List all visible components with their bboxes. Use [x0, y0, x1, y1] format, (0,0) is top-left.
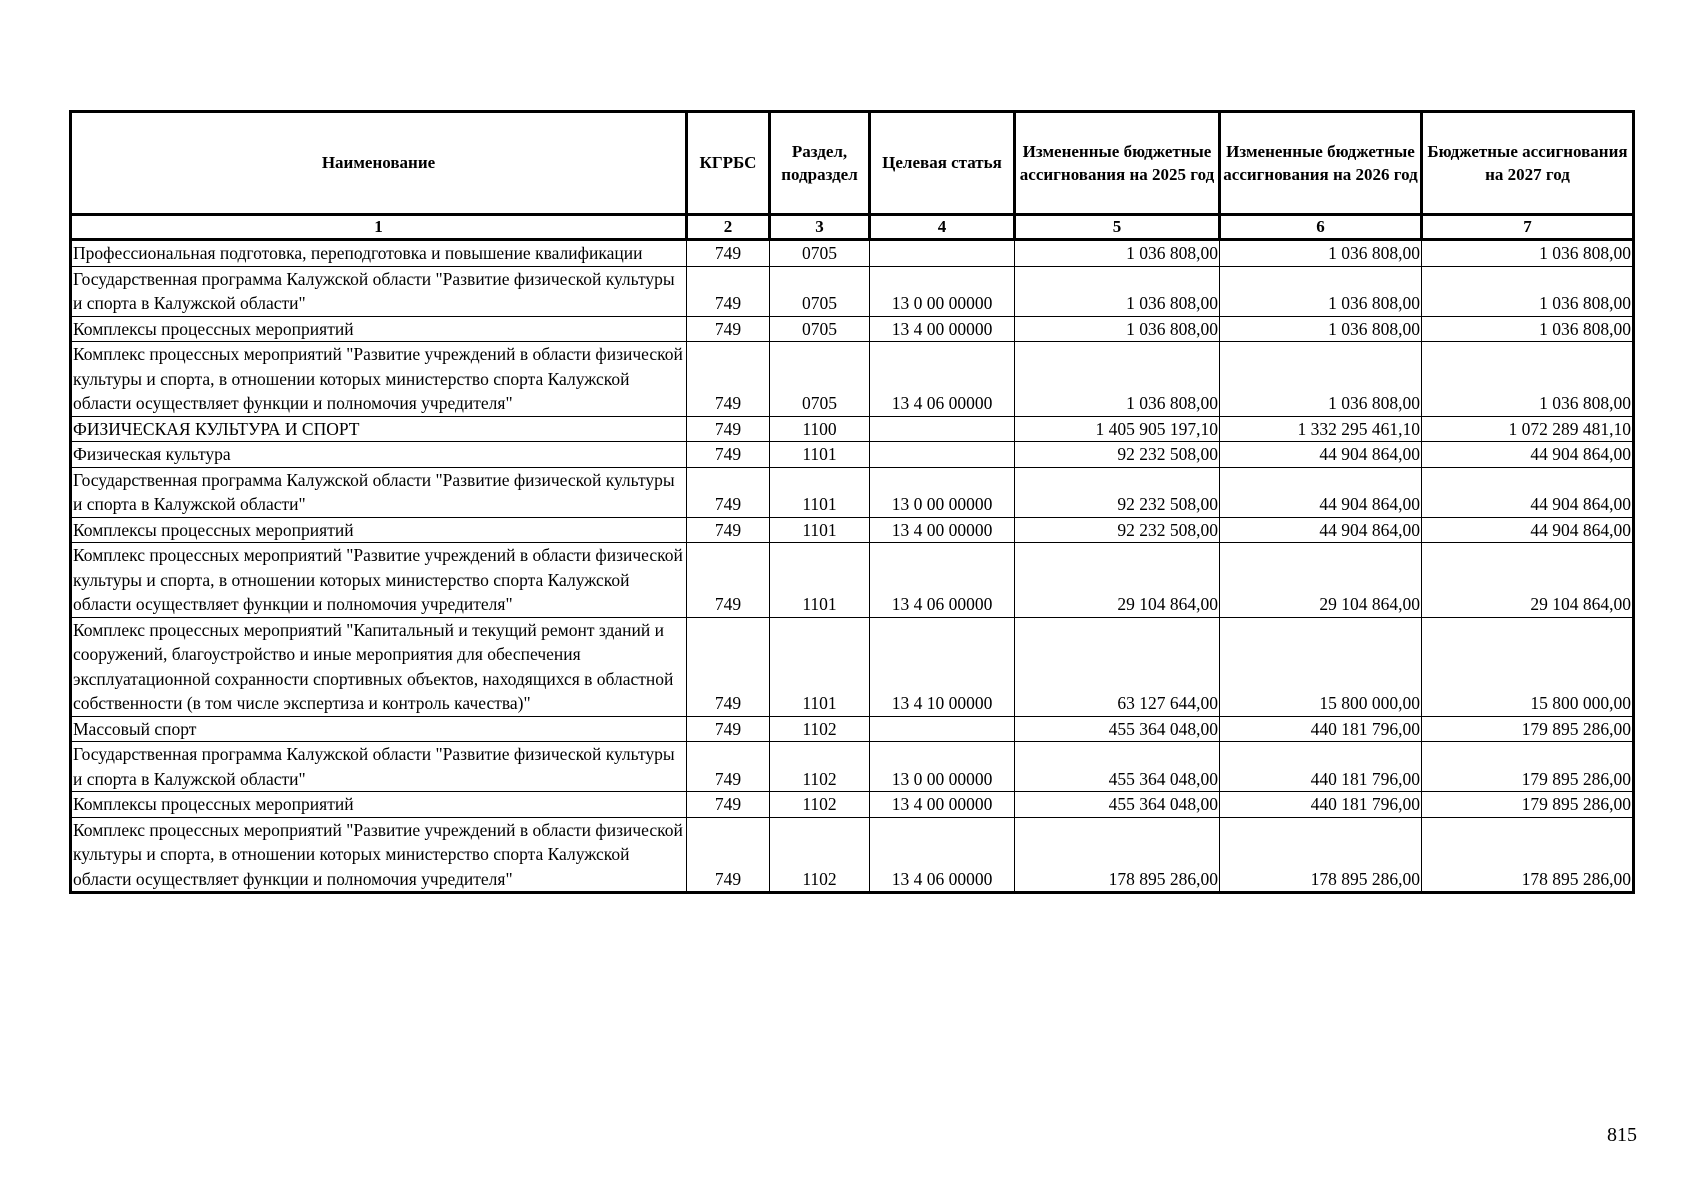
header-target-article: Целевая статья [870, 112, 1015, 215]
budget-table [69, 110, 1635, 894]
row-amount-2027: 1 072 289 481,10 [1422, 416, 1634, 442]
row-amount-2026: 15 800 000,00 [1220, 617, 1422, 716]
header-section: Раздел, подраздел [770, 112, 870, 215]
row-section: 0705 [770, 240, 870, 267]
row-kgrbs: 749 [687, 617, 770, 716]
row-amount-2027: 1 036 808,00 [1422, 316, 1634, 342]
row-section: 1101 [770, 442, 870, 468]
row-kgrbs: 749 [687, 543, 770, 618]
row-kgrbs: 749 [687, 342, 770, 417]
row-target-article [870, 716, 1015, 742]
row-amount-2027: 44 904 864,00 [1422, 442, 1634, 468]
column-number: 7 [1422, 215, 1634, 240]
row-target-article [870, 416, 1015, 442]
row-amount-2026: 1 332 295 461,10 [1220, 416, 1422, 442]
column-number: 2 [687, 215, 770, 240]
row-amount-2025: 1 036 808,00 [1015, 342, 1220, 417]
row-amount-2025: 1 036 808,00 [1015, 240, 1220, 267]
row-amount-2027: 179 895 286,00 [1422, 716, 1634, 742]
table-row [71, 240, 1634, 267]
row-target-article: 13 0 00 00000 [870, 266, 1015, 316]
row-section: 1101 [770, 467, 870, 517]
header-kgrbs: КГРБС [687, 112, 770, 215]
table-row [71, 543, 1634, 618]
row-target-article: 13 4 06 00000 [870, 543, 1015, 618]
row-section: 1101 [770, 617, 870, 716]
row-amount-2026: 178 895 286,00 [1220, 817, 1422, 893]
table-row [71, 742, 1634, 792]
table-row [71, 817, 1634, 893]
header-row [71, 112, 1634, 215]
header-assignments-2027: Бюджетные ассигнования на 2027 год [1422, 112, 1634, 215]
column-number-row [71, 215, 1634, 240]
row-amount-2025: 1 405 905 197,10 [1015, 416, 1220, 442]
row-name: Комплекс процессных мероприятий "Развитие учреждений в области физической культуры и спорта, в отношении которых министерство спорта Калужской области осуществляет функции и полномочия учредителя" [71, 342, 687, 417]
row-kgrbs: 749 [687, 467, 770, 517]
column-number: 3 [770, 215, 870, 240]
row-amount-2025: 63 127 644,00 [1015, 617, 1220, 716]
row-kgrbs: 749 [687, 716, 770, 742]
row-name: Государственная программа Калужской области "Развитие физической культуры и спорта в Калужской области" [71, 742, 687, 792]
row-amount-2025: 455 364 048,00 [1015, 792, 1220, 818]
row-target-article: 13 4 00 00000 [870, 517, 1015, 543]
row-amount-2027: 1 036 808,00 [1422, 240, 1634, 267]
row-name: Государственная программа Калужской области "Развитие физической культуры и спорта в Калужской области" [71, 266, 687, 316]
row-amount-2026: 1 036 808,00 [1220, 240, 1422, 267]
row-amount-2025: 92 232 508,00 [1015, 517, 1220, 543]
row-amount-2027: 44 904 864,00 [1422, 467, 1634, 517]
row-amount-2027: 179 895 286,00 [1422, 792, 1634, 818]
row-amount-2027: 179 895 286,00 [1422, 742, 1634, 792]
row-name: Комплекс процессных мероприятий "Капитальный и текущий ремонт зданий и сооружений, благоустройство и иные мероприятия для обеспечения эксплуатационной сохранности спортивных объектов, находящихся в областной собственности (в том числе экспертиза и контроль качества)" [71, 617, 687, 716]
row-name: Комплекс процессных мероприятий "Развитие учреждений в области физической культуры и спорта, в отношении которых министерство спорта Калужской области осуществляет функции и полномочия учредителя" [71, 817, 687, 893]
row-name: Государственная программа Калужской области "Развитие физической культуры и спорта в Калужской области" [71, 467, 687, 517]
row-kgrbs: 749 [687, 240, 770, 267]
table-body [71, 240, 1634, 893]
table-row [71, 467, 1634, 517]
row-target-article: 13 4 00 00000 [870, 792, 1015, 818]
row-section: 1102 [770, 817, 870, 893]
table-row [71, 342, 1634, 417]
row-section: 1101 [770, 543, 870, 618]
table-row [71, 517, 1634, 543]
row-amount-2025: 455 364 048,00 [1015, 716, 1220, 742]
row-section: 0705 [770, 266, 870, 316]
row-amount-2026: 440 181 796,00 [1220, 792, 1422, 818]
row-amount-2027: 15 800 000,00 [1422, 617, 1634, 716]
table-row [71, 316, 1634, 342]
row-kgrbs: 749 [687, 792, 770, 818]
row-kgrbs: 749 [687, 517, 770, 543]
row-target-article: 13 4 06 00000 [870, 342, 1015, 417]
table-row [71, 617, 1634, 716]
row-amount-2025: 29 104 864,00 [1015, 543, 1220, 618]
row-amount-2027: 1 036 808,00 [1422, 266, 1634, 316]
row-amount-2025: 1 036 808,00 [1015, 266, 1220, 316]
row-kgrbs: 749 [687, 416, 770, 442]
table-row [71, 266, 1634, 316]
row-section: 1102 [770, 792, 870, 818]
row-amount-2027: 29 104 864,00 [1422, 543, 1634, 618]
header-assignments-2025: Измененные бюджетные ассигнования на 2025 год [1015, 112, 1220, 215]
row-amount-2026: 44 904 864,00 [1220, 442, 1422, 468]
row-amount-2026: 44 904 864,00 [1220, 517, 1422, 543]
row-amount-2027: 44 904 864,00 [1422, 517, 1634, 543]
row-kgrbs: 749 [687, 817, 770, 893]
row-section: 0705 [770, 342, 870, 417]
row-section: 1100 [770, 416, 870, 442]
column-number: 1 [71, 215, 687, 240]
row-name: Профессиональная подготовка, переподготовка и повышение квалификации [71, 240, 687, 267]
table-row [71, 416, 1634, 442]
row-amount-2027: 178 895 286,00 [1422, 817, 1634, 893]
row-section: 1102 [770, 716, 870, 742]
row-amount-2026: 29 104 864,00 [1220, 543, 1422, 618]
row-name: Физическая культура [71, 442, 687, 468]
row-target-article: 13 0 00 00000 [870, 467, 1015, 517]
header-assignments-2026: Измененные бюджетные ассигнования на 2026 год [1220, 112, 1422, 215]
column-number: 5 [1015, 215, 1220, 240]
row-section: 0705 [770, 316, 870, 342]
row-name: Комплексы процессных мероприятий [71, 517, 687, 543]
column-number: 4 [870, 215, 1015, 240]
table-row [71, 716, 1634, 742]
row-target-article [870, 240, 1015, 267]
table-row [71, 442, 1634, 468]
header-name: Наименование [71, 112, 687, 215]
row-kgrbs: 749 [687, 266, 770, 316]
page-number: 815 [1607, 1124, 1637, 1146]
row-name: Комплексы процессных мероприятий [71, 316, 687, 342]
row-section: 1101 [770, 517, 870, 543]
row-section: 1102 [770, 742, 870, 792]
row-amount-2026: 1 036 808,00 [1220, 266, 1422, 316]
row-target-article [870, 442, 1015, 468]
row-amount-2025: 455 364 048,00 [1015, 742, 1220, 792]
row-amount-2027: 1 036 808,00 [1422, 342, 1634, 417]
row-target-article: 13 0 00 00000 [870, 742, 1015, 792]
row-amount-2026: 44 904 864,00 [1220, 467, 1422, 517]
table-row [71, 792, 1634, 818]
row-amount-2025: 178 895 286,00 [1015, 817, 1220, 893]
row-amount-2025: 92 232 508,00 [1015, 442, 1220, 468]
column-number: 6 [1220, 215, 1422, 240]
row-kgrbs: 749 [687, 442, 770, 468]
row-name: Комплексы процессных мероприятий [71, 792, 687, 818]
row-name: Массовый спорт [71, 716, 687, 742]
row-kgrbs: 749 [687, 742, 770, 792]
row-target-article: 13 4 00 00000 [870, 316, 1015, 342]
row-amount-2026: 1 036 808,00 [1220, 316, 1422, 342]
table-header [71, 112, 1634, 240]
row-name: ФИЗИЧЕСКАЯ КУЛЬТУРА И СПОРТ [71, 416, 687, 442]
row-amount-2025: 92 232 508,00 [1015, 467, 1220, 517]
row-amount-2026: 1 036 808,00 [1220, 342, 1422, 417]
row-kgrbs: 749 [687, 316, 770, 342]
row-target-article: 13 4 10 00000 [870, 617, 1015, 716]
row-target-article: 13 4 06 00000 [870, 817, 1015, 893]
row-amount-2025: 1 036 808,00 [1015, 316, 1220, 342]
row-amount-2026: 440 181 796,00 [1220, 716, 1422, 742]
row-name: Комплекс процессных мероприятий "Развитие учреждений в области физической культуры и спорта, в отношении которых министерство спорта Калужской области осуществляет функции и полномочия учредителя" [71, 543, 687, 618]
row-amount-2026: 440 181 796,00 [1220, 742, 1422, 792]
